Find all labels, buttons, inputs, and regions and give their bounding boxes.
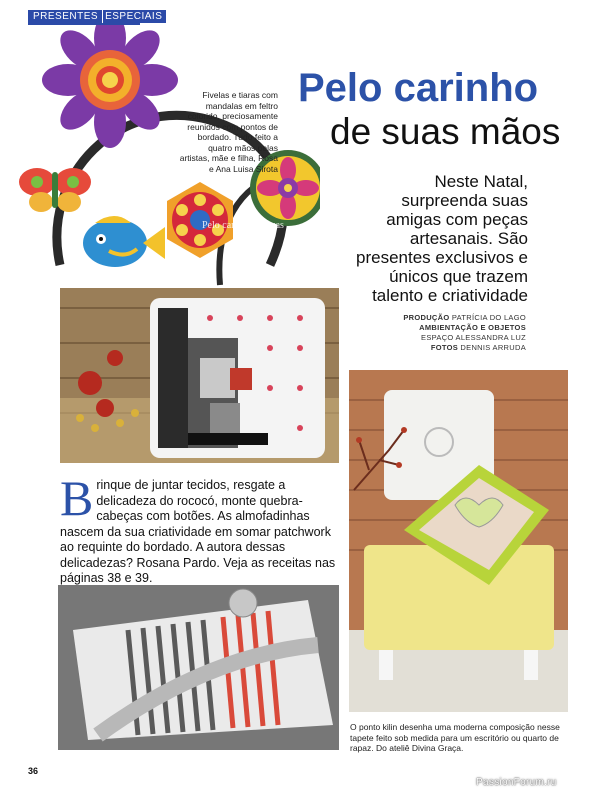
site-watermark: PassionForum.ru [476,777,557,788]
patchwork-pillow-photo [60,288,339,463]
headline-line1: Pelo carinho [298,66,539,110]
stool-pillows-illustration [349,370,568,712]
headline-line2: de suas mãos [330,111,561,152]
kilin-rug-photo [58,585,339,750]
dropcap: B [60,470,94,526]
image-watermark-text: Pelo carinho de suas [202,220,284,231]
section-tag-part1: PRESENTES [28,10,102,23]
purple-flower-icon [42,25,178,148]
patchwork-pillow-illustration [60,288,339,463]
caption-kilin-rug: O ponto kilin desenha uma moderna composição nesse tapete feito sob medida para um escritório ou quarto de rapaz. Do ateliê Divina Graça. [350,722,560,753]
section-tag [28,10,166,23]
credit-line: PRODUÇÃO PATRÍCIA DO LAGO [403,313,526,322]
credit-line: FOTOS DENNIS ARRUDA [430,343,526,352]
credit-line: AMBIENTAÇÃO E OBJETOS [419,323,526,332]
credits [340,313,526,353]
butterfly-icon [19,168,91,212]
credit-line: ESPAÇO ALESSANDRA LUZ [421,333,526,342]
section-tag-part2: ESPECIAIS [102,10,166,23]
caption-felt-accessories: Fivelas e tiaras com mandalas em feltro colorido, preciosamente reunidos com pontos de bordado. Tudo feito a quatro mãos pelas artistas, mãe e filha, Rosa e Ana Luisa Sirota [179,90,278,174]
body-text [60,470,338,587]
kilin-rug-illustration [58,585,339,750]
stool-pillows-photo [349,370,568,712]
body-paragraph: rinque de juntar tecidos, resgate a delicadeza do rococó, monte quebra-cabeças com botões. As almofadinhas nascem da sua criatividade em somar patchwork ao requinte do bordado. A autora dessas delicadezas? Rosana Pardo. Veja as receitas nas páginas 38 e 39. [60,478,336,585]
fish-icon [83,216,165,267]
intro-text: Neste Natal, surpreenda suas amigas com peças artesanais. São presentes exclusivos e únicos que trazem talento e criatividade [356,172,528,305]
page-number: 36 [28,766,39,776]
